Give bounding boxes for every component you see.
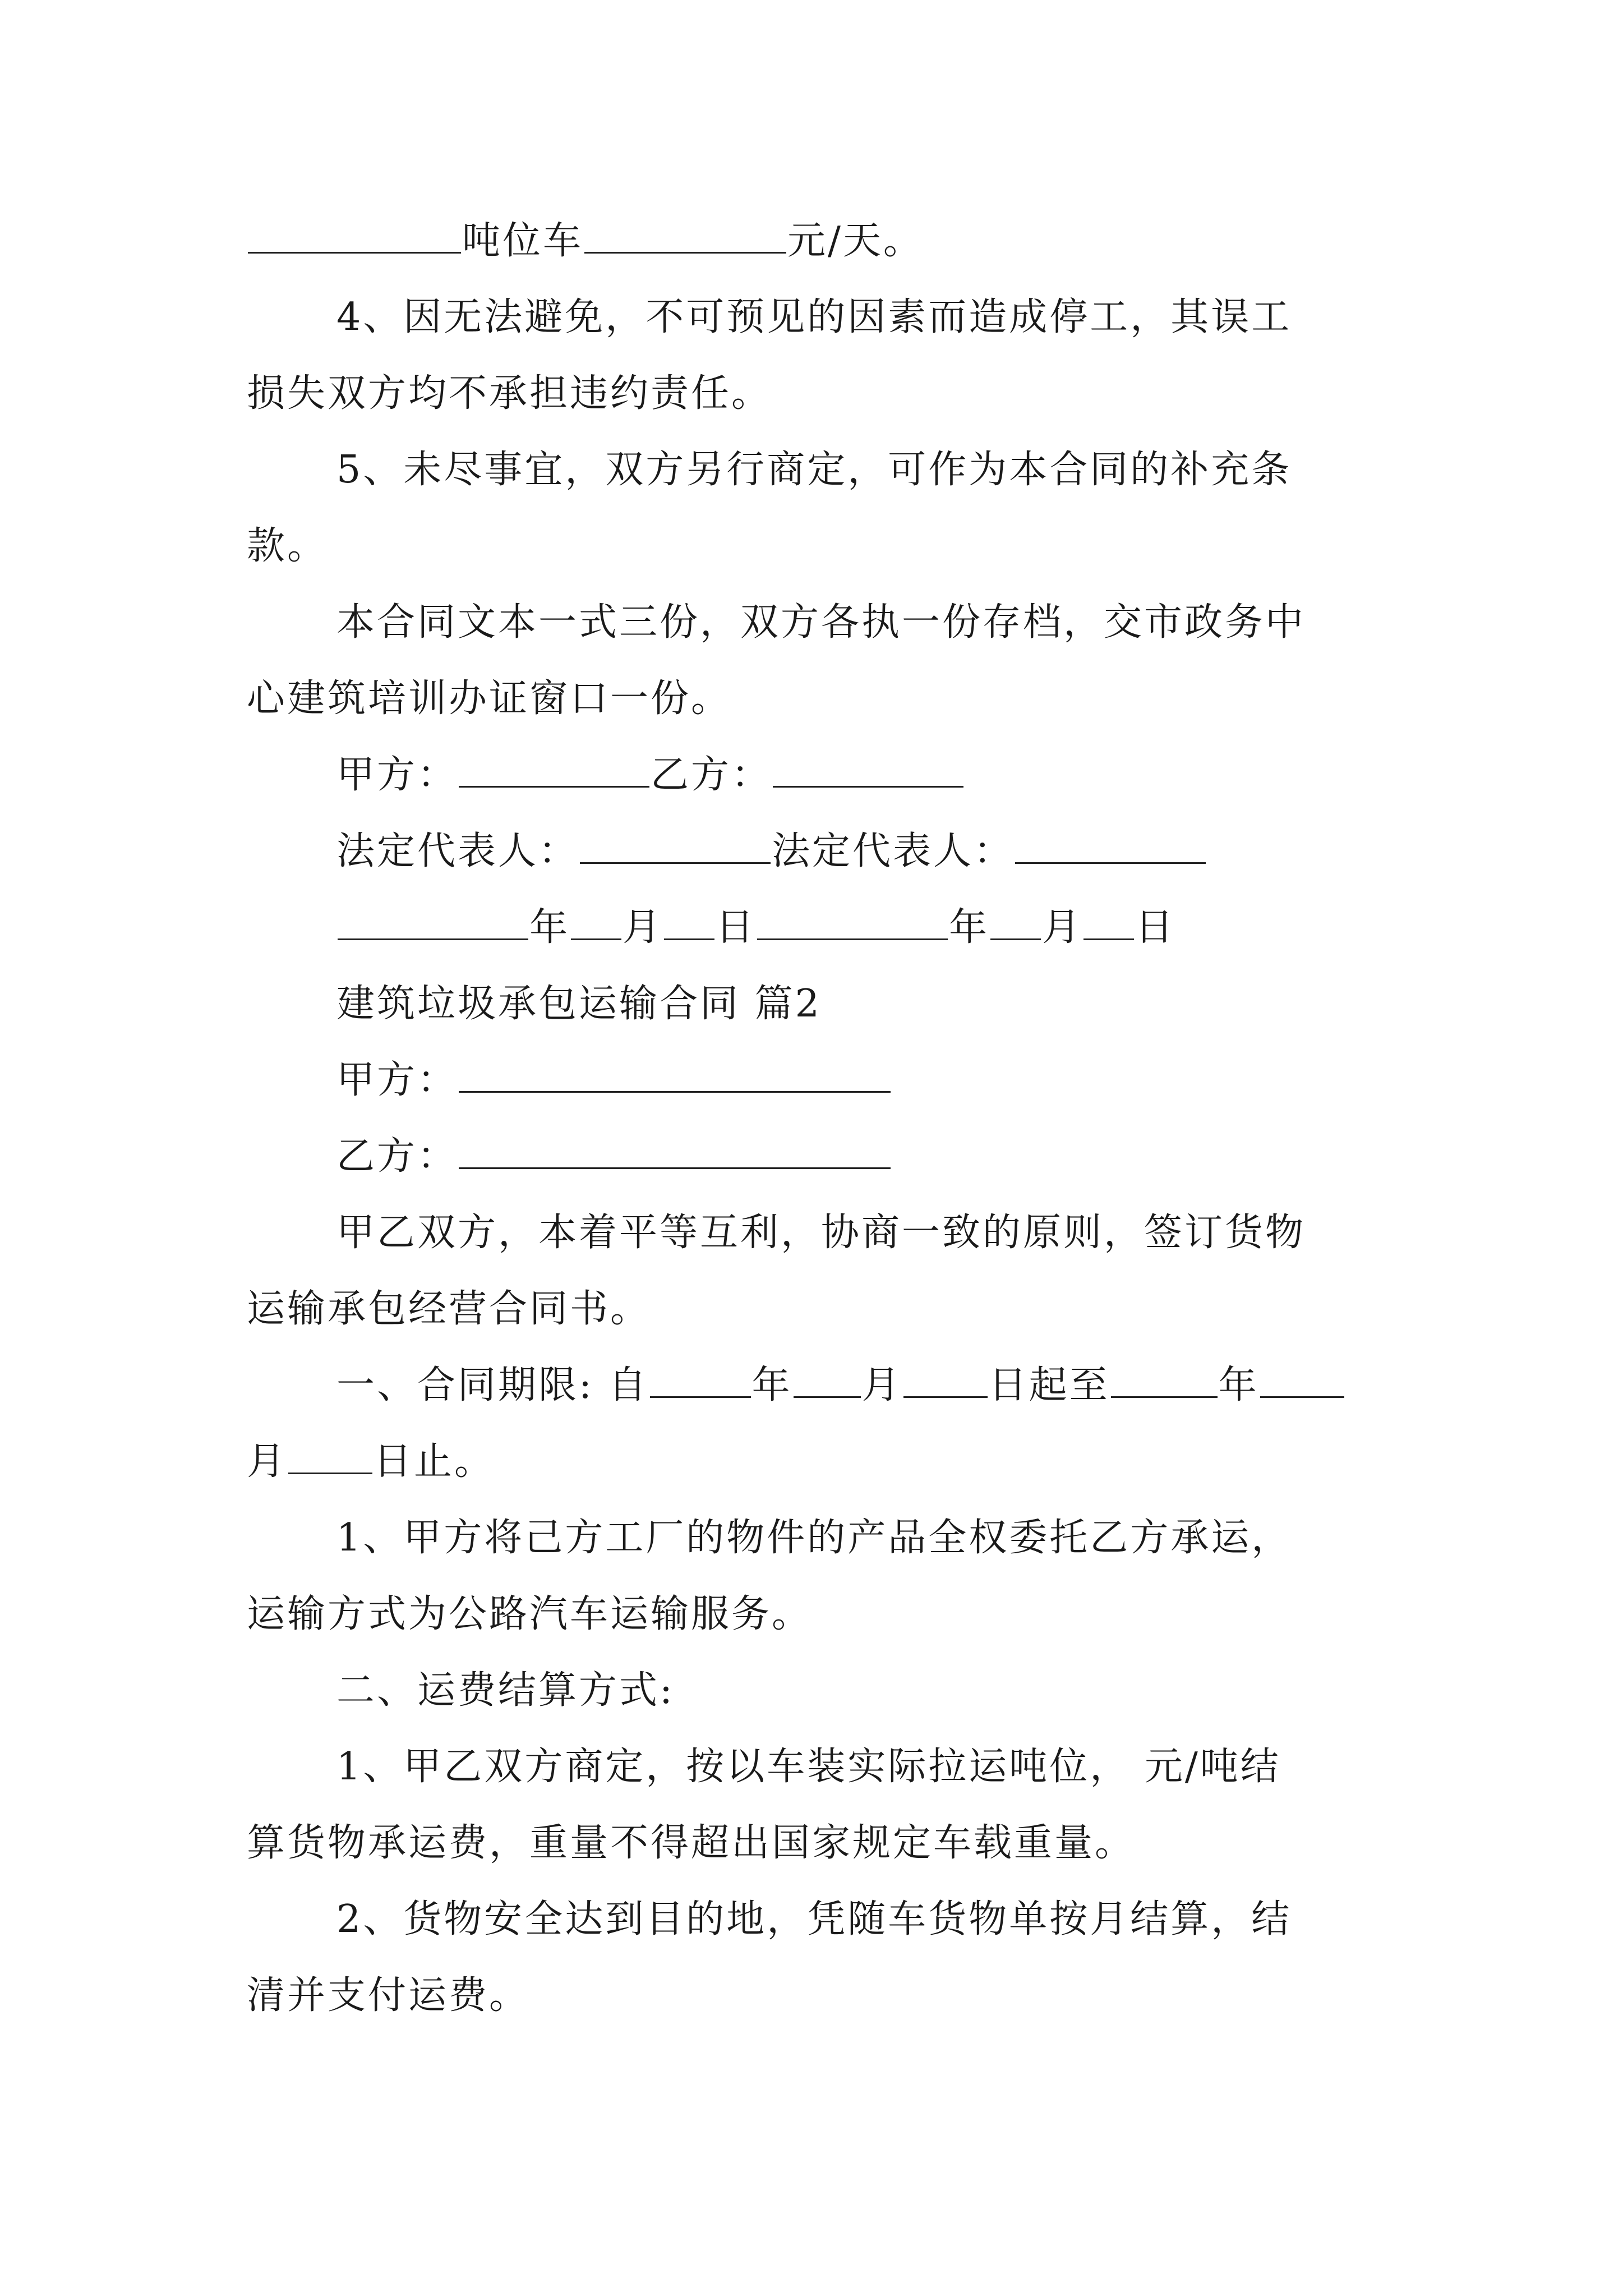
paragraph-text: 2、货物安全达到目的地，凭随车货物单按月结算，结 <box>336 1897 1292 1941</box>
paragraph-text: 甲乙双方，本着平等互利，协商一致的原则，签订货物 <box>336 1211 1306 1255</box>
party-b-line <box>336 1117 1380 1196</box>
text-segment: 日 <box>1135 905 1176 950</box>
blank-start-year <box>650 1361 751 1398</box>
section-heading-text: 建筑垃圾承包运输合同 篇2 <box>336 982 822 1026</box>
party-b-label: 乙方： <box>651 753 772 797</box>
paragraph-text: 损失双方均不承担违约责任。 <box>247 371 772 416</box>
blank-year <box>338 904 528 940</box>
paragraph-line <box>336 278 1380 357</box>
blank-party-b <box>773 751 963 788</box>
paragraph-text: 4、因无法避免，不可预见的因素而造成停工，其误工 <box>336 295 1292 339</box>
representative-a-label: 法定代表人： <box>336 829 579 873</box>
blank-year <box>757 904 948 940</box>
blank-end-month <box>1260 1361 1344 1398</box>
section-heading <box>336 965 1380 1043</box>
blank-start-month <box>794 1361 861 1398</box>
paragraph-line <box>247 1957 1380 2035</box>
paragraph-text: 运输承包经营合同书。 <box>247 1287 651 1331</box>
paragraph-line <box>336 1880 1380 1959</box>
paragraph-line <box>247 1804 1380 1883</box>
blank-end-day <box>288 1438 372 1474</box>
text-segment: 年 <box>751 1363 792 1407</box>
text-segment: 日止。 <box>374 1439 495 1484</box>
party-a-label: 甲方： <box>336 753 458 797</box>
paragraph-line <box>247 1575 1380 1654</box>
party-a-line <box>336 1041 1380 1120</box>
blank-tonnage <box>248 217 461 254</box>
blank-month <box>571 904 621 940</box>
paragraph-line <box>247 355 1380 433</box>
paragraph-line <box>336 431 1380 509</box>
paragraph-text: 本合同文本一式三份，双方各执一份存档，交市政务中 <box>336 600 1306 645</box>
blank-representative-b <box>1015 827 1206 864</box>
paragraph-line <box>247 660 1380 738</box>
blank-party-a <box>459 751 649 788</box>
text-segment: 月 <box>623 905 663 950</box>
paragraph-text: 算货物承运费，重量不得超出国家规定车载重量。 <box>247 1821 1136 1865</box>
paragraph-line <box>247 507 1380 586</box>
blank-representative-a <box>580 827 771 864</box>
text-segment: 日 <box>716 905 757 950</box>
text-segment: 元/天。 <box>787 219 924 263</box>
blank-end-year <box>1111 1361 1218 1398</box>
paragraph-text: 1、甲方将己方工厂的物件的产品全权委托乙方承运， <box>336 1516 1292 1560</box>
blank-party-a <box>459 1056 891 1093</box>
paragraph-line <box>247 1270 1380 1349</box>
paragraph-text: 5、未尽事宜，双方另行商定，可作为本合同的补充条 <box>336 448 1292 492</box>
paragraph-text: 1、甲乙双方商定，按以车装实际拉运吨位， 元/吨结 <box>336 1745 1281 1789</box>
paragraph-line <box>336 1499 1380 1577</box>
text-segment: 年 <box>529 905 570 950</box>
blank-party-b <box>459 1133 891 1169</box>
paragraph-line <box>336 1194 1380 1272</box>
paragraph-text: 清并支付运费。 <box>247 1973 530 2018</box>
text-segment: 月 <box>247 1439 288 1484</box>
section-heading-text: 二、运费结算方式: <box>336 1668 675 1713</box>
contract-term-line-cont <box>247 1423 1380 1501</box>
blank-daily-rate <box>584 217 786 254</box>
party-b-label: 乙方： <box>336 1134 458 1179</box>
rate-line <box>247 202 1380 280</box>
date-line <box>336 889 1380 967</box>
text-segment: 月 <box>861 1363 902 1407</box>
section-heading <box>336 1651 1380 1730</box>
text-segment: 吨位车 <box>462 219 584 263</box>
party-a-label: 甲方： <box>336 1058 458 1102</box>
contract-term-line <box>336 1346 1380 1425</box>
blank-month <box>990 904 1041 940</box>
paragraph-text: 运输方式为公路汽车运输服务。 <box>247 1592 813 1636</box>
party-signature-line <box>336 736 1380 815</box>
text-segment: 月 <box>1042 905 1083 950</box>
text-segment: 一、合同期限: 自 <box>336 1363 649 1407</box>
text-segment: 日起至 <box>988 1363 1110 1407</box>
blank-day <box>664 904 714 940</box>
paragraph-text: 款。 <box>247 524 328 568</box>
blank-start-day <box>903 1361 988 1398</box>
representative-b-label: 法定代表人： <box>772 829 1015 873</box>
representative-line <box>336 812 1380 891</box>
paragraph-line <box>336 583 1380 662</box>
text-segment: 年 <box>1218 1363 1259 1407</box>
paragraph-line <box>336 1728 1380 1806</box>
paragraph-text: 心建筑培训办证窗口一份。 <box>247 677 732 721</box>
blank-day <box>1083 904 1134 940</box>
text-segment: 年 <box>949 905 990 950</box>
